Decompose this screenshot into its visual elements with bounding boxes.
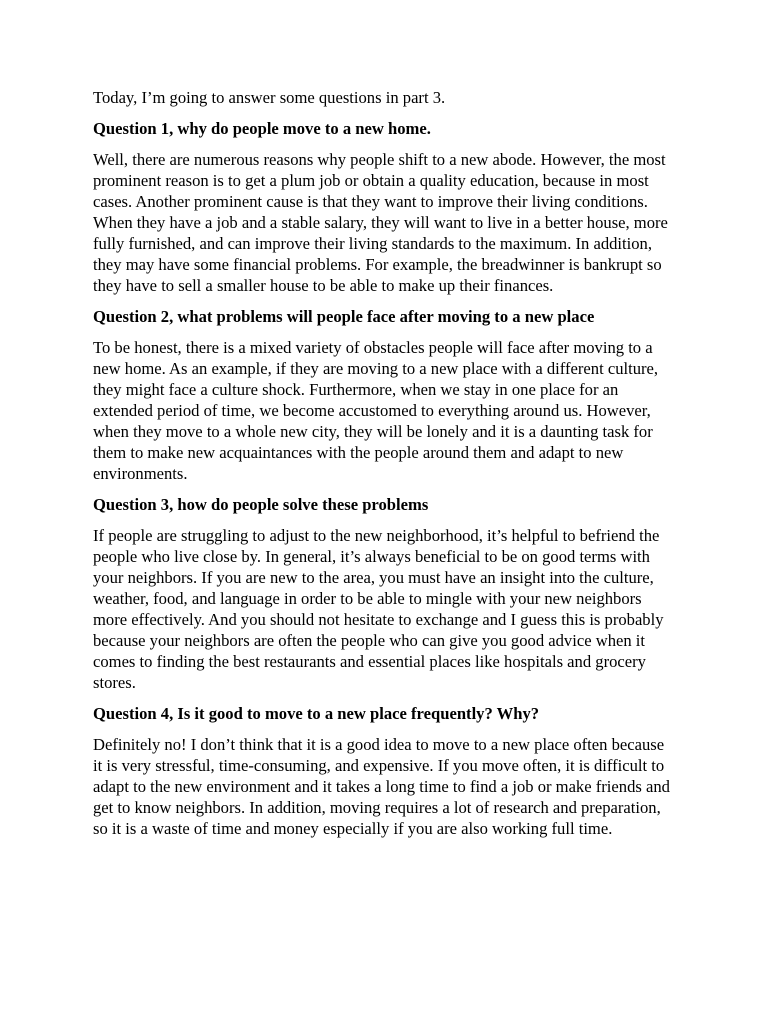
intro-text: Today, I’m going to answer some questions in part 3. <box>93 88 446 107</box>
answer-2-paragraph: To be honest, there is a mixed variety of obstacles people will face after moving to a new home. As an example, if they are moving to a new place with a different culture, they might face a culture shock. Furthermore, when we stay in one place for an extended period of time, we become accustomed to everything around us. However, when they move to a whole new city, they will be lonely and it is a daunting task for them to make new acquaintances with the people around them and adapt to new environments. <box>93 338 659 483</box>
question-3-heading: Question 3, how do people solve these problems <box>93 495 429 514</box>
answer-1-paragraph: Well, there are numerous reasons why people shift to a new abode. However, the most prominent reason is to get a plum job or obtain a quality education, because in most cases. Another prominent cause is that they want to improve their living conditions. When they have a job and a stable salary, they will want to live in a better house, more fully furnished, and can improve their living standards to the maximum. In addition, they may have some financial problems. For example, the breadwinner is bankrupt so they have to sell a smaller house to be able to make up their finances. <box>93 150 668 295</box>
question-2-heading: Question 2, what problems will people face after moving to a new place <box>93 307 595 326</box>
answer-3-paragraph: If people are struggling to adjust to the new neighborhood, it’s helpful to befriend the people who live close by. In general, it’s always beneficial to be on good terms with your neighbors. If you are new to the area, you must have an insight into the culture, weather, food, and language in order to be able to mingle with your new neighbors more effectively. And you should not hesitate to exchange and I guess this is probably because your neighbors are often the people who can give you good advice when it comes to finding the best restaurants and essential places like hospitals and grocery stores. <box>93 526 664 692</box>
document-page <box>93 87 677 849</box>
question-4-heading: Question 4, Is it good to move to a new place frequently? Why? <box>93 704 540 723</box>
answer-4-paragraph: Definitely no! I don’t think that it is a good idea to move to a new place often because it is very stressful, time-consuming, and expensive. If you move often, it is difficult to adapt to the new environment and it takes a long time to find a job or make friends and get to know neighbors. In addition, moving requires a lot of research and preparation, so it is a waste of time and money especially if you are also working full time. <box>93 735 670 838</box>
question-1-heading: Question 1, why do people move to a new home. <box>93 119 431 138</box>
